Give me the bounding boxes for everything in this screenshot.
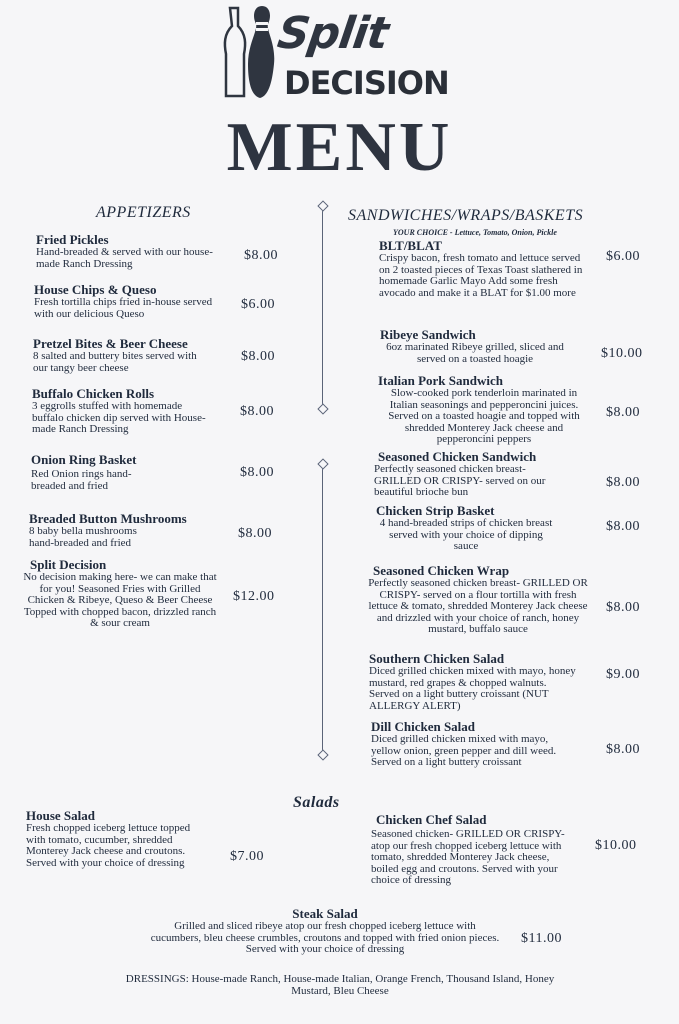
item-price: $9.00 [606,667,640,682]
menu-item [36,232,226,270]
item-description: Fresh tortilla chips fried in-house served with our delicious Queso [34,296,213,320]
item-name: Dill Chicken Salad [371,719,476,734]
item-name: House Chips & Queso [34,282,157,297]
item-price: $12.00 [233,589,275,604]
item-description: Hand-breaded & served with our house-made Ranch Dressing [36,246,213,270]
divider-diamond-mid-upper [317,403,328,414]
appetizers-heading: APPETIZERS [96,204,191,221]
item-name: BLT/BLAT [379,238,442,253]
item-price: $8.00 [240,404,274,419]
item-description: Perfectly seasoned chicken breast- GRILLED OR CRISPY- served on our beautiful brioche bun [374,463,546,498]
item-name: Ribeye Sandwich [380,327,476,342]
bowling-pin-bottle-icon [222,4,282,102]
item-description: 8 baby bella mushrooms hand-breaded and fried [29,525,137,549]
item-name: Pretzel Bites & Beer Cheese [33,336,188,351]
item-description: Diced grilled chicken mixed with mayo, honey mustard, red grapes & chopped walnuts. Served on a light buttery croissant (NUT ALLERGY ALERT) [369,665,576,712]
item-price: $8.00 [241,349,275,364]
item-description: Perfectly seasoned chicken breast- GRILLED OR CRISPY- served on a flour tortilla with fresh lettuce & tomato, shredded Monterey Jack cheese and drizzled with your choice of ranch, honey mustard, buffalo sauce [368,577,588,635]
item-description: Fresh chopped iceberg lettuce topped with tomato, cucumber, shredded Monterey Jack cheese and croutons. Served with your choice of dressing [26,822,191,869]
item-name: Southern Chicken Salad [369,651,505,666]
item-name: Chicken Strip Basket [376,503,495,518]
item-price: $10.00 [601,346,643,361]
item-description: Seasoned chicken- GRILLED OR CRISPY- atop our fresh chopped iceberg lettuce with tomato, shredded Monterey Jack cheese, boiled egg and croutons. Served with your choice of dressing [371,828,565,886]
menu-item [371,719,586,769]
item-name: Steak Salad [292,906,358,921]
item-name: Seasoned Chicken Sandwich [378,449,537,464]
item-name: Breaded Button Mushrooms [29,511,187,526]
menu-title: MENU [226,109,453,186]
item-description: 6oz marinated Ribeye grilled, sliced and served on a toasted hoagie [386,341,564,365]
item-name: Chicken Chef Salad [376,812,487,827]
item-description: Grilled and sliced ribeye atop our fresh chopped iceberg lettuce with cucumbers, bleu cheese crumbles, croutons and topped with fried onion pieces. Served with your choice of dressing [150,920,500,955]
item-price: $8.00 [606,405,640,420]
item-description: Diced grilled chicken mixed with mayo, yellow onion, green pepper and dill weed. Served on a light buttery croissant [371,733,557,768]
menu-item [380,327,580,365]
item-price: $8.00 [606,600,640,615]
item-price: $8.00 [244,248,278,263]
menu-item [371,812,573,887]
menu-item [374,449,590,499]
menu-item [29,511,229,549]
menu-item [22,557,218,630]
menu-item [32,386,222,436]
column-divider-bottom [322,466,323,756]
divider-diamond-bottom [317,749,328,760]
item-description: 3 eggrolls stuffed with homemade buffalo chicken dip served with House-made Ranch Dressing [32,400,206,435]
item-name: Italian Pork Sandwich [378,373,503,388]
item-name: Split Decision [30,557,107,572]
toppings-note: YOUR CHOICE - Lettuce, Tomato, Onion, Pickle [393,228,557,237]
item-description: Crispy bacon, fresh tomato and lettuce served on 2 toasted pieces of Texas Toast slathered in homemade Garlic Mayo Add some fresh avocado and make it a BLAT for $1.00 more [379,252,583,299]
logo-decision-text: DECISION [284,64,449,102]
item-price: $6.00 [606,249,640,264]
menu-item [31,452,221,492]
item-description: Red Onion rings hand-breaded and fried [31,468,132,492]
item-description: 8 salted and buttery bites served with our tangy beer cheese [33,350,197,374]
menu-item [369,651,587,712]
item-name: Buffalo Chicken Rolls [32,386,155,401]
sandwiches-heading: SANDWICHES/WRAPS/BASKETS [348,207,584,224]
logo [222,4,449,102]
item-price: $8.00 [606,742,640,757]
item-name: Seasoned Chicken Wrap [373,563,510,578]
item-description: 4 hand-breaded strips of chicken breast served with your choice of dipping sauce [379,517,553,552]
menu-item [379,238,589,299]
divider-diamond-mid-lower [317,458,328,469]
salads-heading: Salads [293,794,340,811]
item-price: $8.00 [606,519,640,534]
menu-item [34,282,224,320]
menu-item [33,336,233,374]
item-price: $8.00 [238,526,272,541]
item-name: Fried Pickles [36,232,109,247]
column-divider-top [322,208,323,408]
item-price: $10.00 [595,838,637,853]
item-price: $7.00 [230,849,264,864]
logo-split-text: Split [274,8,391,59]
divider-diamond-top [317,200,328,211]
item-description: No decision making here- we can make that for you! Seasoned Fries with Grilled Chicken & Ribeye, Queso & Beer Cheese Topped with chopped bacon, drizzled ranch & sour cream [23,571,217,629]
menu-item [367,563,589,636]
menu-item [378,373,590,446]
menu-item [376,503,576,553]
item-description: Slow-cooked pork tenderloin marinated in Italian seasonings and pepperoncini juices. Served on a toasted hoagie and topped with shredded Monterey Jack cheese and pepperoncini peppers [388,387,580,445]
dressings-list: DRESSINGS: House-made Ranch, House-made Italian, Orange French, Thousand Island, Honey Mustard, Bleu Cheese [125,973,555,997]
menu-item [26,808,198,869]
item-name: House Salad [26,808,95,823]
item-price: $8.00 [606,475,640,490]
item-name: Onion Ring Basket [31,452,137,467]
menu-item [150,906,500,956]
item-price: $6.00 [241,297,275,312]
item-price: $8.00 [240,465,274,480]
item-price: $11.00 [521,931,562,946]
